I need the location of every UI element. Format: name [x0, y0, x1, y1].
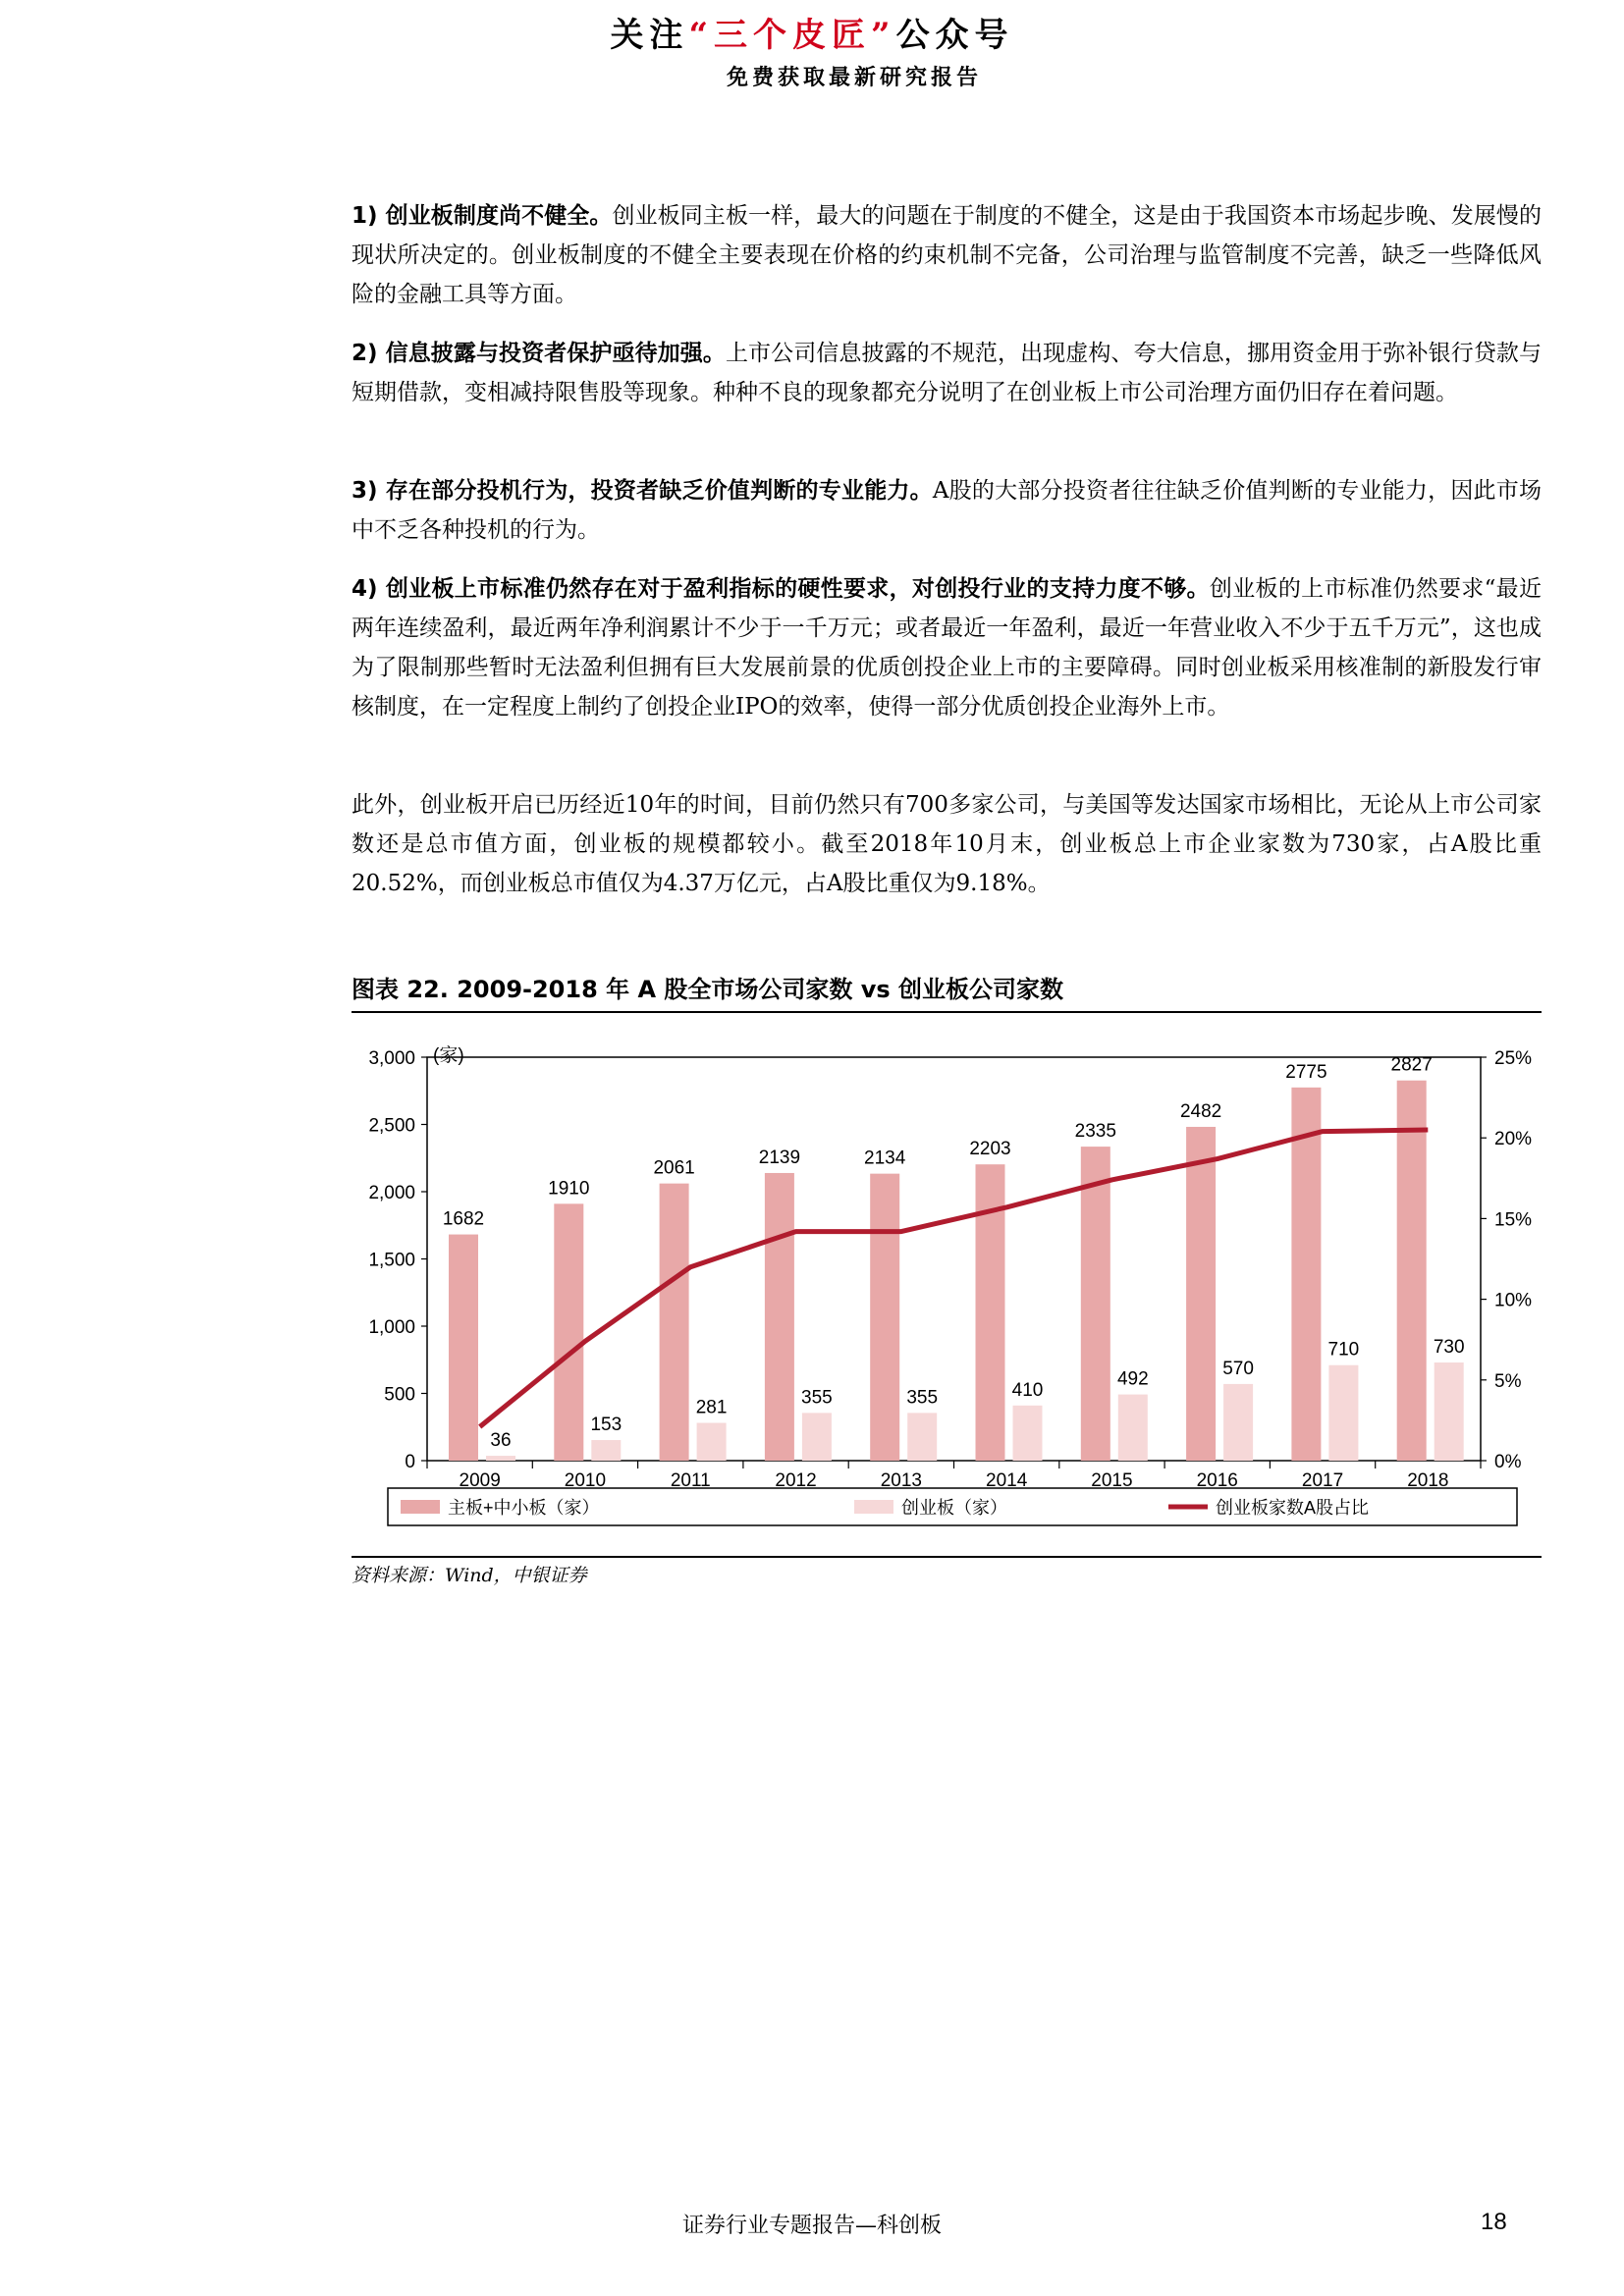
bar-chinext-label: 410	[1011, 1379, 1044, 1401]
y2-tick-label: 25%	[1494, 1048, 1533, 1069]
y-axis-unit: (家)	[433, 1045, 464, 1066]
bar-main-board-label: 2203	[969, 1139, 1011, 1160]
bar-main-board	[660, 1184, 689, 1461]
bar-main-board-label: 2139	[758, 1147, 801, 1168]
bar-main-board	[1081, 1147, 1110, 1461]
bar-chinext-label: 492	[1116, 1368, 1149, 1390]
paragraph-3	[352, 471, 1542, 550]
x-tick-label: 2016	[1196, 1470, 1238, 1491]
header-quote-open: “	[688, 16, 714, 55]
bar-main-board	[449, 1235, 478, 1461]
y2-tick-label: 15%	[1494, 1209, 1533, 1231]
x-tick-label: 2014	[986, 1470, 1028, 1491]
bar-chinext-label: 36	[490, 1430, 512, 1452]
legend-chinext-label: 创业板（家）	[901, 1498, 1007, 1518]
figure-top-rule	[352, 1011, 1542, 1013]
x-tick-label: 2010	[564, 1470, 607, 1491]
y-tick-label: 0	[405, 1452, 415, 1472]
x-tick-label: 2012	[775, 1470, 817, 1491]
paragraph-4	[352, 569, 1542, 726]
x-tick-label: 2015	[1091, 1470, 1133, 1491]
y-tick-label: 2,000	[368, 1183, 415, 1203]
legend-chinext-swatch	[854, 1500, 893, 1514]
bar-chinext-label: 281	[695, 1397, 728, 1418]
header-title-red: 三个皮匠	[714, 16, 871, 55]
legend-main-board-label: 主板+中小板（家）	[448, 1498, 600, 1518]
paragraph-1-text: 创业板同主板一样，最大的问题在于制度的不健全，这是由于我国资本市场起步晚、发展慢的现状所决定的。创业板制度的不健全主要表现在价格的约束机制不完备，公司治理与监管制度不完善，缺乏一些降低风险的金融工具等方面。	[352, 203, 1543, 307]
paragraph-4-lead: 4) 创业板上市标准仍然存在对于盈利指标的硬性要求，对创投行业的支持力度不够。	[352, 576, 1210, 602]
y2-tick-label: 20%	[1494, 1129, 1533, 1150]
paragraph-1	[352, 196, 1542, 314]
bar-chinext-label: 570	[1222, 1358, 1254, 1379]
bar-chinext	[1013, 1406, 1043, 1461]
legend-main-board-swatch	[401, 1500, 440, 1514]
plot-area	[427, 1054, 1481, 1461]
header-quote-close: ”	[871, 16, 896, 55]
y2-tick-label: 5%	[1494, 1370, 1522, 1392]
x-tick-label: 2009	[459, 1470, 501, 1491]
bar-main-board	[870, 1174, 899, 1461]
x-tick-label: 2011	[670, 1470, 711, 1491]
legend-chinext-share-label: 创业板家数A股占比	[1216, 1498, 1370, 1518]
bar-main-board	[765, 1173, 794, 1461]
bar-main-board	[1397, 1081, 1427, 1461]
chart	[334, 1021, 1542, 1551]
bar-chinext	[1435, 1362, 1464, 1461]
paragraph-4-text: 创业板的上市标准仍然要求“最近两年连续盈利，最近两年净利润累计不少于一千万元；或者最近一年盈利，最近一年营业收入不少于五千万元”，这也成为了限制那些暂时无法盈利但拥有巨大发展前景的优质创投企业上市的主要障碍。同时创业板采用核准制的新股发行审核制度，在一定程度上制约了创投企业IPO的效率，使得一部分优质创投企业海外上市。	[352, 576, 1542, 720]
bar-main-board	[1186, 1127, 1216, 1461]
bar-chinext-label: 730	[1433, 1336, 1465, 1358]
paragraph-3-text: A股的大部分投资者往往缺乏价值判断的专业能力，因此市场中不乏各种投机的行为。	[352, 478, 1542, 543]
header-title-prefix: 关注	[610, 16, 689, 55]
x-tick-label: 2017	[1301, 1470, 1344, 1491]
y-tick-label: 2,500	[368, 1115, 415, 1137]
bar-main-board	[554, 1203, 583, 1461]
figure-bottom-rule	[352, 1556, 1542, 1558]
footer-title: 证券行业专题报告—科创板	[681, 2214, 942, 2238]
y-tick-label: 1,500	[368, 1250, 415, 1271]
x-tick-label: 2013	[880, 1470, 922, 1491]
y-tick-label: 3,000	[368, 1048, 415, 1069]
bar-main-board-label: 1682	[442, 1208, 485, 1230]
bar-chinext-label: 710	[1327, 1339, 1360, 1361]
bar-main-board	[1291, 1088, 1321, 1461]
bar-chinext	[697, 1423, 727, 1461]
header-subtitle: 免费获取最新研究报告	[727, 65, 983, 90]
bar-main-board-label: 2827	[1390, 1054, 1433, 1076]
y2-tick-label: 0%	[1494, 1452, 1522, 1472]
page-number: 18	[1481, 2209, 1507, 2235]
bar-chinext-label: 355	[801, 1387, 833, 1409]
x-tick-label: 2018	[1407, 1470, 1449, 1491]
bar-chinext	[486, 1456, 515, 1461]
figure-title: 图表 22. 2009-2018 年 A 股全市场公司家数 vs 创业板公司家数	[352, 976, 1064, 1003]
paragraph-3-lead: 3) 存在部分投机行为，投资者缺乏价值判断的专业能力。	[352, 478, 933, 504]
bar-chinext	[802, 1413, 832, 1461]
bar-chinext	[591, 1440, 621, 1461]
header-title	[0, 8, 1624, 56]
bar-main-board-label: 1910	[548, 1178, 590, 1200]
header-title-suffix: 公众号	[895, 16, 1014, 55]
bar-chinext	[1223, 1384, 1253, 1461]
bar-main-board-label: 2134	[864, 1148, 906, 1169]
bar-main-board-label: 2061	[653, 1157, 695, 1179]
paragraph-2	[352, 334, 1542, 412]
y2-tick-label: 10%	[1494, 1290, 1533, 1311]
bar-main-board-label: 2482	[1179, 1100, 1222, 1122]
bar-main-board-label: 2335	[1074, 1121, 1116, 1143]
paragraph-1-lead: 1) 创业板制度尚不健全。	[352, 203, 613, 229]
bar-chinext	[1328, 1365, 1358, 1461]
bar-chinext-label: 153	[590, 1415, 623, 1436]
y-tick-label: 500	[384, 1384, 415, 1406]
paragraph-5	[352, 785, 1542, 903]
paragraph-2-lead: 2) 信息披露与投资者保护亟待加强。	[352, 341, 726, 366]
y-tick-label: 1,000	[368, 1317, 415, 1338]
bar-chinext	[1118, 1395, 1148, 1461]
bar-chinext	[907, 1413, 937, 1461]
bar-main-board-label: 2775	[1285, 1061, 1327, 1083]
paragraph-5-text: 此外，创业板开启已历经近10年的时间，目前仍然只有700多家公司，与美国等发达国家市场相比，无论从上市公司家数还是总市值方面，创业板的规模都较小。截至2018年10月末，创业板总上市企业家数为730家，占A股比重20.52%，而创业板总市值仅为4.37万亿元，占A股比重仅为9.18%。	[352, 792, 1542, 896]
bar-chinext-label: 355	[906, 1387, 939, 1409]
figure-source: 资料来源：Wind，中银证券	[352, 1565, 587, 1586]
line-chinext-share	[480, 1130, 1429, 1427]
paragraph-2-text: 上市公司信息披露的不规范，出现虚构、夸大信息，挪用资金用于弥补银行贷款与短期借款，变相减持限售股等现象。种种不良的现象都充分说明了在创业板上市公司治理方面仍旧存在着问题。	[352, 341, 1543, 405]
